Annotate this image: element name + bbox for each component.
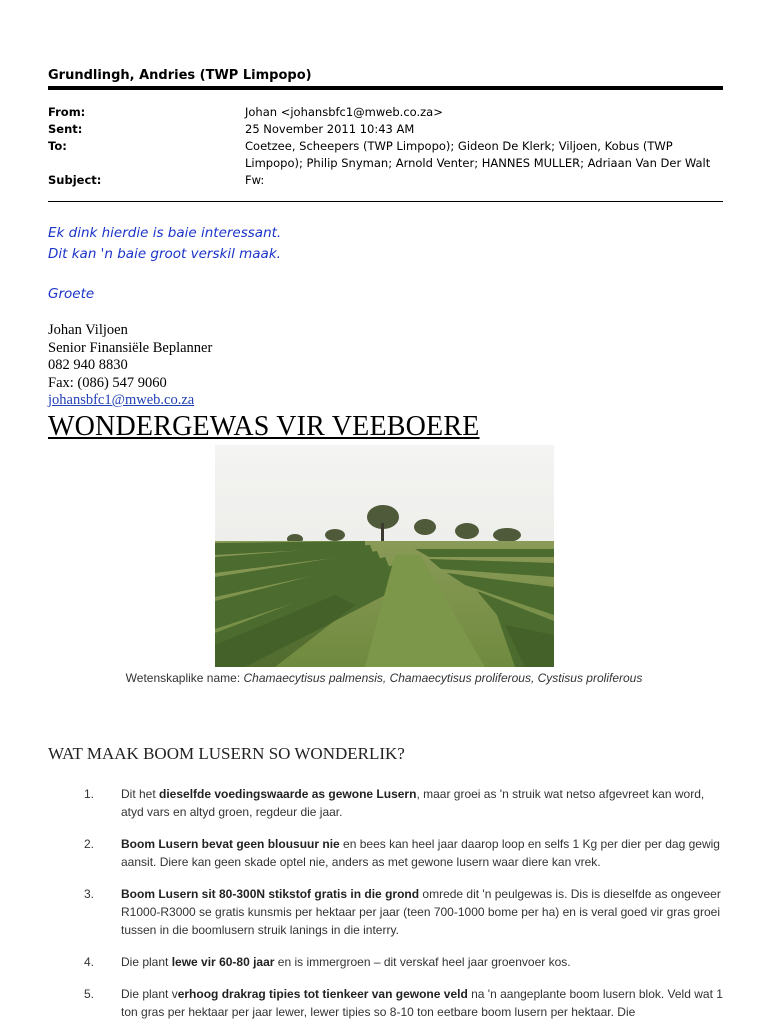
list-item (48, 985, 728, 1021)
text-post: en is immergroen – dit verskaf heel jaar groenvoer kos. (274, 955, 571, 969)
message-greeting: Groete (48, 286, 95, 302)
signature-title: Senior Finansiële Beplanner (48, 339, 213, 356)
list-item (48, 835, 728, 871)
header-label: Subject: (48, 173, 102, 187)
signature-email-link[interactable]: johansbfc1@mweb.co.za (48, 392, 195, 408)
text-post: omrede dit 'n peulgewas is. Dis is dieselfde as ongeveer R1000-R3000 se gratis kunsmis per hektaar per jaar (teen 700-1000 bome per ha) en is veral goed vir gras groei tussen in die boomlusern struik lanings in die interry. (121, 887, 721, 937)
list-number: 4. (83, 955, 94, 969)
text-bold: Boom Lusern bevat geen blousuur nie (121, 837, 340, 851)
header-bottom-divider (48, 201, 723, 202)
header-subject (48, 172, 728, 189)
list-number: 5. (83, 987, 94, 1001)
caption-names: Chamaecytisus palmensis, Chamaecytisus proliferous, Cystisus proliferous (243, 671, 643, 685)
header-label: To: (48, 139, 67, 153)
text-pre: Die plant v (121, 987, 178, 1001)
text-pre: Die plant (121, 955, 172, 969)
text-bold: Boom Lusern sit 80-300N stikstof gratis in die grond (121, 887, 420, 901)
text-bold: erhoog drakrag tipies tot tienkeer van gewone veld (177, 987, 468, 1001)
header-value: Fw: (245, 173, 265, 187)
email-header (48, 104, 728, 189)
caption-label: Wetenskaplike name: (125, 671, 241, 685)
list-text (95, 785, 728, 821)
text-post: en bees kan heel jaar daarop loop en selfs 1 Kg per dier per dag gewig aansit. Diere kan geen skade optel nie, anders as met gewone lusern waar diere kan vrek. (121, 837, 720, 869)
signature-fax: Fax: (086) 547 9060 (48, 374, 167, 391)
text-bold: lewe vir 60-80 jaar (171, 955, 275, 969)
header-divider (48, 86, 723, 90)
list-number: 2. (83, 837, 94, 851)
text-bold: dieselfde voedingswaarde as gewone Lusern (159, 787, 417, 801)
header-from (48, 104, 728, 121)
list-number: 1. (83, 787, 94, 801)
list-item (48, 785, 728, 821)
header-label: From: (48, 105, 86, 119)
header-value: Coetzee, Scheepers (TWP Limpopo); Gideon De Klerk; Viljoen, Kobus (TWP Limpopo); Philip Snyman; Arnold Venter; HANNES MULLER; Adriaan Van Der Walt (245, 139, 711, 170)
message-line-1: Ek dink hierdie is baie interessant. (48, 225, 282, 241)
list-item (48, 953, 728, 971)
header-to (48, 138, 728, 172)
header-label: Sent: (48, 122, 83, 136)
list-text (95, 885, 728, 939)
signature-name: Johan Viljoen (48, 322, 128, 338)
signature (48, 322, 212, 410)
article-title: WONDERGEWAS VIR VEEBOERE (48, 411, 480, 442)
list-text (95, 953, 728, 971)
list-item (48, 885, 728, 939)
header-value: Johan <johansbfc1@mweb.co.za> (245, 105, 443, 119)
header-sent (48, 121, 728, 138)
list-number: 3. (83, 887, 94, 901)
sender-name: Grundlingh, Andries (TWP Limpopo) (48, 68, 312, 83)
message-line-2: Dit kan 'n baie groot verskil maak. (48, 246, 281, 262)
text-pre: Dit het (121, 787, 160, 801)
section-heading: WAT MAAK BOOM LUSERN SO WONDERLIK? (48, 744, 405, 763)
feature-list (48, 785, 728, 1035)
list-text (95, 985, 728, 1021)
text-post: na 'n aangeplante boom lusern blok. Veld wat 1 ton gras per hektaar per jaar lewer, lewer tipies so 8-10 ton eetbare boom lusern per hektaar. Die (121, 987, 723, 1019)
list-text (95, 835, 728, 871)
text-post: , maar groei as 'n struik wat netso afgevreet kan word, atyd vars en altyd groen, regdeur die jaar. (121, 787, 705, 819)
header-value: 25 November 2011 10:43 AM (245, 122, 415, 136)
signature-phone: 082 940 8830 (48, 357, 128, 373)
photo-caption (0, 671, 768, 685)
field-photo (215, 445, 554, 667)
